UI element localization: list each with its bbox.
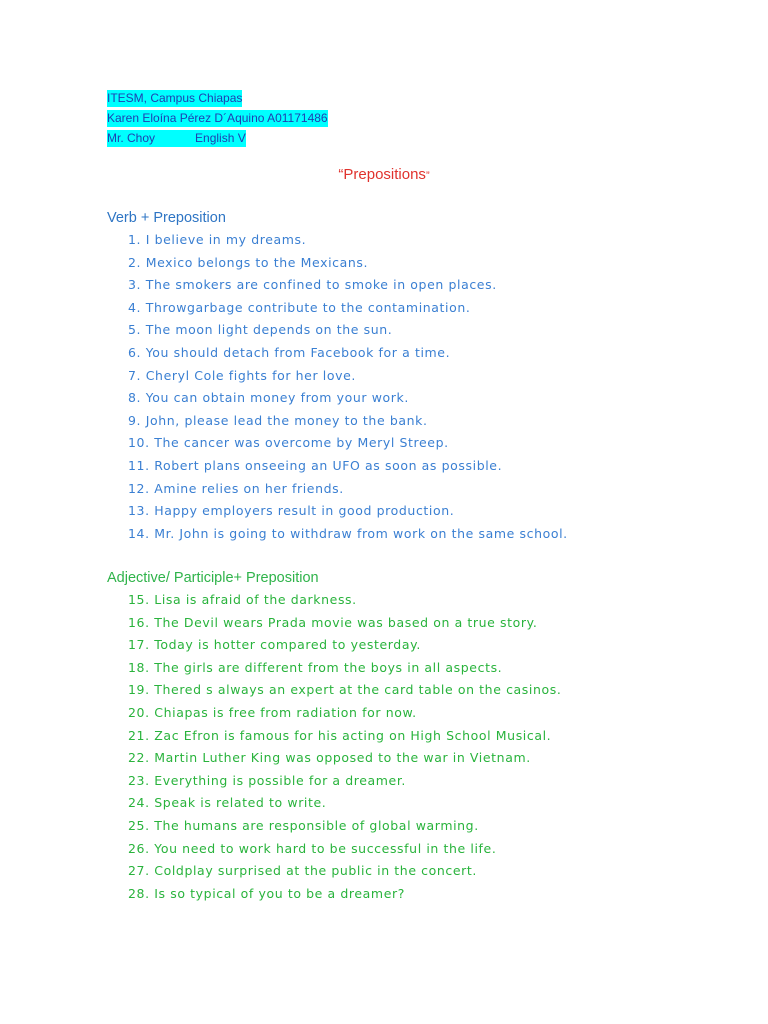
item-number: 14. <box>128 525 150 541</box>
item-sentence: Lisa is afraid of the darkness. <box>154 592 357 607</box>
item-number: 13. <box>128 503 150 519</box>
item-sentence: Everything is possible for a dreamer. <box>154 772 407 788</box>
list-item <box>128 523 568 546</box>
item-number: 6. <box>128 344 142 360</box>
list-item <box>128 589 561 612</box>
section-heading-verb-preposition: Verb + Preposition <box>107 210 226 226</box>
item-sentence: Mr. John is going to withdraw from work on the same school. <box>154 525 568 541</box>
item-number: 15. <box>128 592 150 607</box>
list-item <box>128 274 568 297</box>
item-sentence: Happy employers result in good production. <box>154 503 455 519</box>
document-title: “Prepositions” <box>338 166 430 183</box>
item-number: 26. <box>128 840 150 856</box>
list-item <box>128 612 561 635</box>
list-item <box>128 838 561 861</box>
item-sentence: Martin Luther King was opposed to the war in Vietnam. <box>154 750 531 766</box>
list-item <box>128 387 568 410</box>
item-sentence: Robert plans onseeing an UFO as soon as possible. <box>154 457 503 473</box>
list-item <box>128 634 561 657</box>
item-sentence: The girls are different from the boys in all aspects. <box>154 659 503 675</box>
list-item <box>128 432 568 455</box>
item-number: 25. <box>128 817 150 833</box>
item-sentence: Cheryl Cole fights for her love. <box>145 367 356 383</box>
item-sentence: Throwgarbage contribute to the contamination. <box>145 299 471 315</box>
item-sentence: John, please lead the money to the bank. <box>145 412 428 428</box>
list-item <box>128 455 568 478</box>
list-item <box>128 252 568 275</box>
item-number: 1. <box>128 232 142 247</box>
item-sentence: You need to work hard to be successful in the life. <box>154 840 497 856</box>
list-item <box>128 657 561 680</box>
list-item <box>128 702 561 725</box>
adjective-preposition-list <box>128 589 561 905</box>
item-number: 4. <box>128 299 142 315</box>
item-number: 27. <box>128 863 150 879</box>
header-line-student: Karen Eloína Pérez D´Aquino A01171486 <box>107 111 328 125</box>
item-number: 8. <box>128 390 142 406</box>
item-sentence: The moon light depends on the sun. <box>145 322 393 338</box>
item-sentence: You can obtain money from your work. <box>145 390 409 406</box>
item-number: 9. <box>128 412 142 428</box>
list-item <box>128 342 568 365</box>
item-number: 19. <box>128 682 150 698</box>
list-item <box>128 860 561 883</box>
item-number: 23. <box>128 772 150 788</box>
item-number: 12. <box>128 480 150 496</box>
item-number: 24. <box>128 795 150 811</box>
item-number: 22. <box>128 750 150 766</box>
header-line-school: ITESM, Campus Chiapas <box>107 91 243 105</box>
item-number: 20. <box>128 704 150 720</box>
item-number: 17. <box>128 637 150 653</box>
list-item <box>128 365 568 388</box>
item-sentence: Zac Efron is famous for his acting on High School Musical. <box>154 727 552 743</box>
item-number: 5. <box>128 322 142 338</box>
item-sentence: Is so typical of you to be a dreamer? <box>154 885 405 901</box>
verb-preposition-list <box>128 229 568 545</box>
item-sentence: Coldplay surprised at the public in the concert. <box>154 863 477 879</box>
list-item <box>128 815 561 838</box>
list-item <box>128 319 568 342</box>
item-sentence: Today is hotter compared to yesterday. <box>154 637 421 653</box>
list-item <box>128 297 568 320</box>
list-item <box>128 747 561 770</box>
item-number: 3. <box>128 277 142 293</box>
item-sentence: Thered s always an expert at the card table on the casinos. <box>154 682 562 698</box>
list-item <box>128 725 561 748</box>
item-number: 10. <box>128 435 150 451</box>
item-sentence: The Devil wears Prada movie was based on a true story. <box>154 614 538 630</box>
list-item <box>128 500 568 523</box>
item-number: 2. <box>128 254 142 270</box>
list-item <box>128 679 561 702</box>
list-item <box>128 410 568 433</box>
item-sentence: The humans are responsible of global warming. <box>154 817 479 833</box>
list-item <box>128 792 561 815</box>
item-number: 21. <box>128 727 150 743</box>
item-sentence: Chiapas is free from radiation for now. <box>154 704 417 720</box>
section-heading-adjective-preposition: Adjective/ Participle+ Preposition <box>107 570 319 586</box>
list-item <box>128 770 561 793</box>
item-sentence: Speak is related to write. <box>154 795 327 811</box>
item-number: 16. <box>128 614 150 630</box>
item-number: 11. <box>128 457 150 473</box>
list-item <box>128 229 568 252</box>
item-sentence: Amine relies on her friends. <box>154 480 344 496</box>
item-sentence: The smokers are confined to smoke in open places. <box>145 277 497 293</box>
item-sentence: I believe in my dreams. <box>145 232 307 247</box>
item-number: 7. <box>128 367 142 383</box>
student-header <box>107 88 328 148</box>
item-number: 28. <box>128 885 150 901</box>
item-sentence: Mexico belongs to the Mexicans. <box>145 254 369 270</box>
header-line-teacher-course: Mr. Choy English V <box>107 131 246 145</box>
item-sentence: You should detach from Facebook for a time. <box>145 344 451 360</box>
item-sentence: The cancer was overcome by Meryl Streep. <box>154 435 449 451</box>
item-number: 18. <box>128 659 150 675</box>
list-item <box>128 478 568 501</box>
list-item <box>128 883 561 906</box>
